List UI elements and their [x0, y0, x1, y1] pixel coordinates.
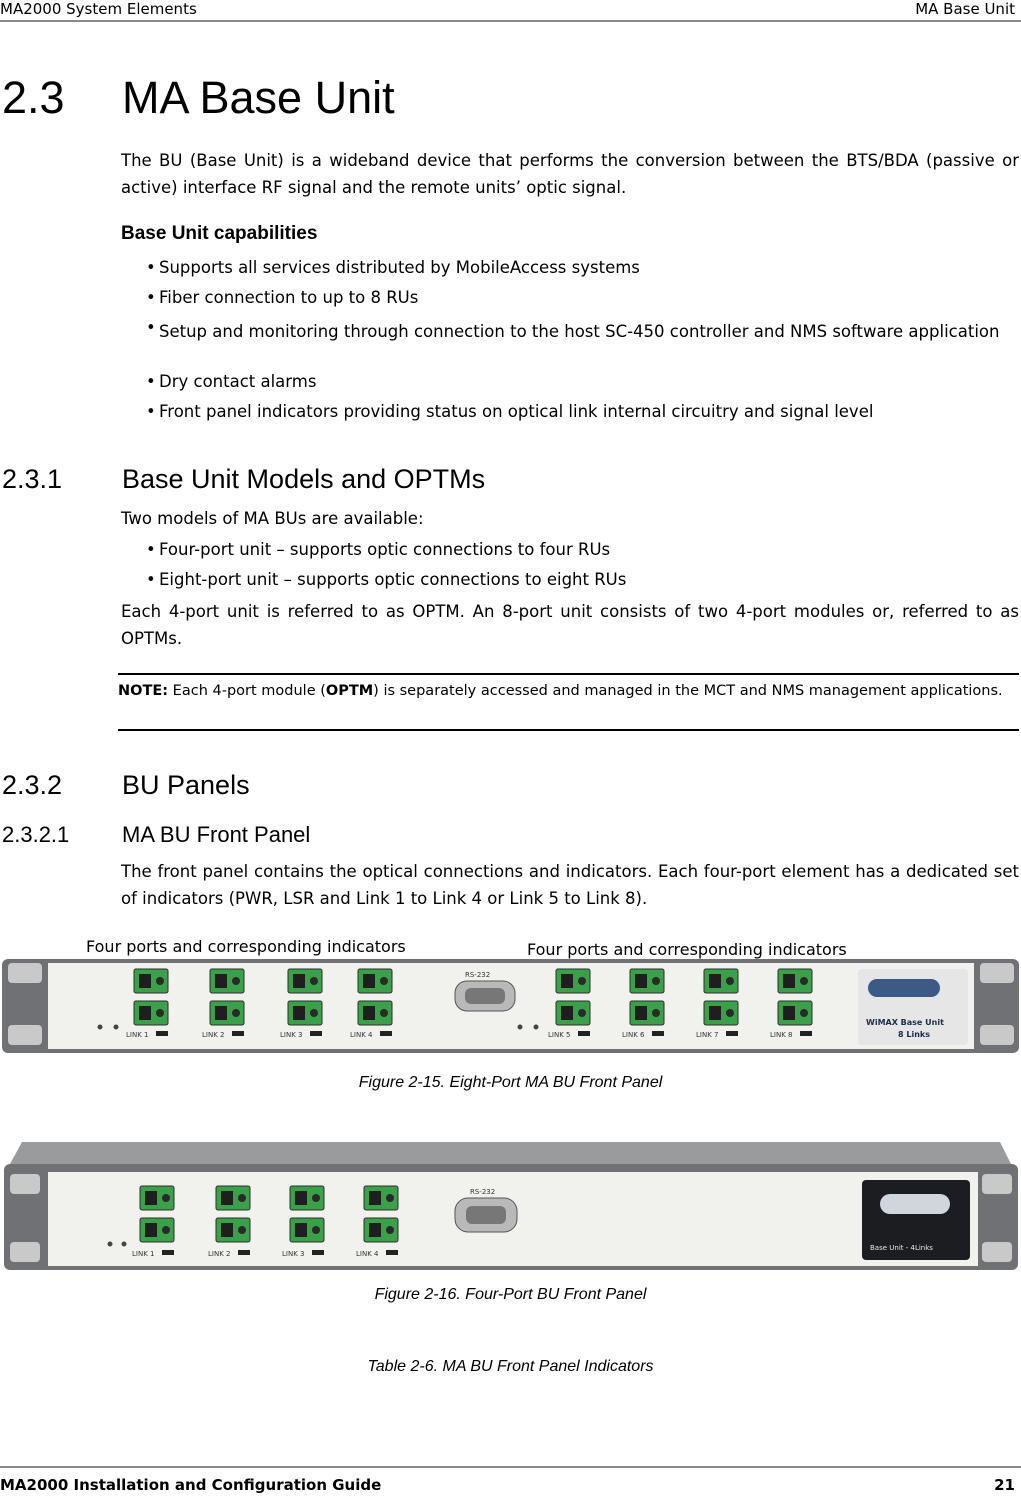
bullet-icon: • [146, 372, 156, 391]
rack-ear-slot [982, 1242, 1012, 1262]
rack-ear-slot [8, 963, 42, 983]
indicator-led [534, 1025, 539, 1030]
link-led [726, 1031, 738, 1036]
rack-ear-slot [982, 1174, 1012, 1194]
optical-port [288, 969, 322, 993]
footer-rule [0, 1466, 1021, 1468]
panel-paragraph: The front panel contains the optical connections and indicators. Each four-port element has a dedicated set of indicators (PWR, LSR and Link 1 to Link 4 or Link 5 to Link 8). [121, 862, 1019, 908]
subsection-number: 2.3.2 [2, 770, 63, 800]
rack-ear-slot [8, 1025, 42, 1045]
link-label: LINK 1 [132, 1250, 155, 1258]
note-text [118, 675, 1019, 703]
optical-port [140, 1186, 174, 1210]
subsection-number: 2.3.1 [2, 464, 63, 494]
chassis-top [10, 1142, 1011, 1164]
page-number: 21 [994, 1476, 1015, 1494]
list-item: Four-port unit – supports optic connections to four RUs [159, 540, 611, 559]
optical-port [630, 969, 664, 993]
link-led [386, 1250, 398, 1255]
link-label: LINK 5 [548, 1031, 571, 1039]
link-led [156, 1031, 168, 1036]
indicator-led [98, 1025, 103, 1030]
figure-label-right: Four ports and corresponding indicators [527, 940, 847, 959]
subsection-title: BU Panels [122, 770, 250, 800]
table-caption: Table 2-6. MA BU Front Panel Indicators [367, 1358, 654, 1375]
brand-plate [862, 1180, 970, 1260]
eight-port-panel-image [0, 955, 1021, 1057]
link-label: LINK 3 [282, 1250, 305, 1258]
optical-port [556, 1001, 590, 1025]
link-led [310, 1031, 322, 1036]
note-box [118, 673, 1019, 731]
models-intro: Two models of MA BUs are available: [121, 509, 424, 528]
optical-port [290, 1218, 324, 1242]
list-item: Dry contact alarms [159, 372, 317, 391]
running-header-right: MA Base Unit [915, 0, 1015, 18]
optical-port [630, 1001, 664, 1025]
optical-port [364, 1218, 398, 1242]
brand-plate [858, 969, 968, 1045]
bullet-icon: • [146, 288, 156, 307]
link-led [312, 1250, 324, 1255]
indicator-led [122, 1242, 127, 1247]
rack-ear-slot [10, 1242, 40, 1262]
note-label: NOTE: [118, 683, 169, 699]
optical-port [140, 1218, 174, 1242]
list-item: Supports all services distributed by MobileAccess systems [159, 258, 640, 277]
subsubsection-number: 2.3.2.1 [2, 822, 70, 847]
optical-port [210, 969, 244, 993]
optical-port [134, 969, 168, 993]
link-label: LINK 2 [202, 1031, 225, 1039]
rack-ear-slot [980, 963, 1014, 983]
indicator-led [518, 1025, 523, 1030]
optical-port [210, 1001, 244, 1025]
rs232-label: RS-232 [470, 1188, 496, 1196]
bullet-icon: • [146, 318, 156, 337]
optical-port [704, 969, 738, 993]
note-bold: OPTM [325, 683, 374, 699]
link-label: LINK 7 [696, 1031, 719, 1039]
figure-caption: Figure 2-16. Four-Port BU Front Panel [374, 1286, 647, 1303]
link-label: LINK 2 [208, 1250, 231, 1258]
list-item: Front panel indicators providing status on optical link internal circuitry and signal level [159, 402, 874, 421]
optical-port [358, 1001, 392, 1025]
optical-port [556, 969, 590, 993]
link-label: LINK 1 [126, 1031, 149, 1039]
bullet-icon: • [146, 258, 156, 277]
optical-port [290, 1186, 324, 1210]
figure-caption: Figure 2-15. Eight-Port MA BU Front Panel [358, 1074, 663, 1091]
link-led [800, 1031, 812, 1036]
optical-port [778, 1001, 812, 1025]
bullet-icon: • [146, 540, 156, 559]
link-label: LINK 4 [350, 1031, 373, 1039]
rack-ear-slot [10, 1174, 40, 1194]
section-intro: The BU (Base Unit) is a wideband device that performs the conversion between the BTS/BDA (passive or active) interface RF signal and the remote units’ optic signal. [121, 151, 1019, 197]
rs232-label: RS-232 [465, 971, 491, 979]
brand-line1: Base Unit - 4Links [870, 1244, 933, 1252]
link-label: LINK 4 [356, 1250, 379, 1258]
list-item: Eight-port unit – supports optic connections to eight RUs [159, 570, 627, 589]
link-led [652, 1031, 664, 1036]
link-led [162, 1250, 174, 1255]
capabilities-heading: Base Unit capabilities [121, 223, 318, 244]
footer-title: MA2000 Installation and Configuration Guide [0, 1476, 382, 1494]
list-item: Setup and monitoring through connection to the host SC-450 controller and NMS software application [159, 322, 1000, 341]
link-led [380, 1031, 392, 1036]
optical-port [216, 1186, 250, 1210]
subsection-title: Base Unit Models and OPTMs [122, 464, 486, 494]
brand-line2: 8 Links [898, 1030, 930, 1039]
optm-paragraph: Each 4-port unit is referred to as OPTM. An 8-port unit consists of two 4-port modules or, referred to as OPTMs. [121, 602, 1019, 648]
optical-port [778, 969, 812, 993]
optical-port [216, 1218, 250, 1242]
rack-ear-slot [980, 1025, 1014, 1045]
optical-port [704, 1001, 738, 1025]
note-post: ) is separately accessed and managed in the MCT and NMS management applications. [373, 683, 1003, 699]
indicator-led [108, 1242, 113, 1247]
link-led [232, 1031, 244, 1036]
running-header-left: MA2000 System Elements [0, 0, 197, 18]
link-led [238, 1250, 250, 1255]
bullet-icon: • [146, 570, 156, 589]
list-item: Fiber connection to up to 8 RUs [159, 288, 419, 307]
optical-port [134, 1001, 168, 1025]
four-port-panel-image [0, 1138, 1021, 1274]
section-number: 2.3 [2, 72, 65, 123]
optical-port [288, 1001, 322, 1025]
optical-port [364, 1186, 398, 1210]
section-title: MA Base Unit [122, 72, 395, 123]
subsubsection-title: MA BU Front Panel [122, 822, 311, 847]
link-label: LINK 8 [770, 1031, 793, 1039]
indicator-led [114, 1025, 119, 1030]
bullet-icon: • [146, 402, 156, 421]
link-label: LINK 3 [280, 1031, 303, 1039]
header-rule [0, 20, 1021, 22]
figure-label-left: Four ports and corresponding indicators [86, 937, 406, 956]
note-pre: Each 4-port module ( [168, 683, 326, 699]
brand-line1: WiMAX Base Unit [866, 1018, 944, 1027]
optical-port [358, 969, 392, 993]
link-led [578, 1031, 590, 1036]
link-label: LINK 6 [622, 1031, 645, 1039]
